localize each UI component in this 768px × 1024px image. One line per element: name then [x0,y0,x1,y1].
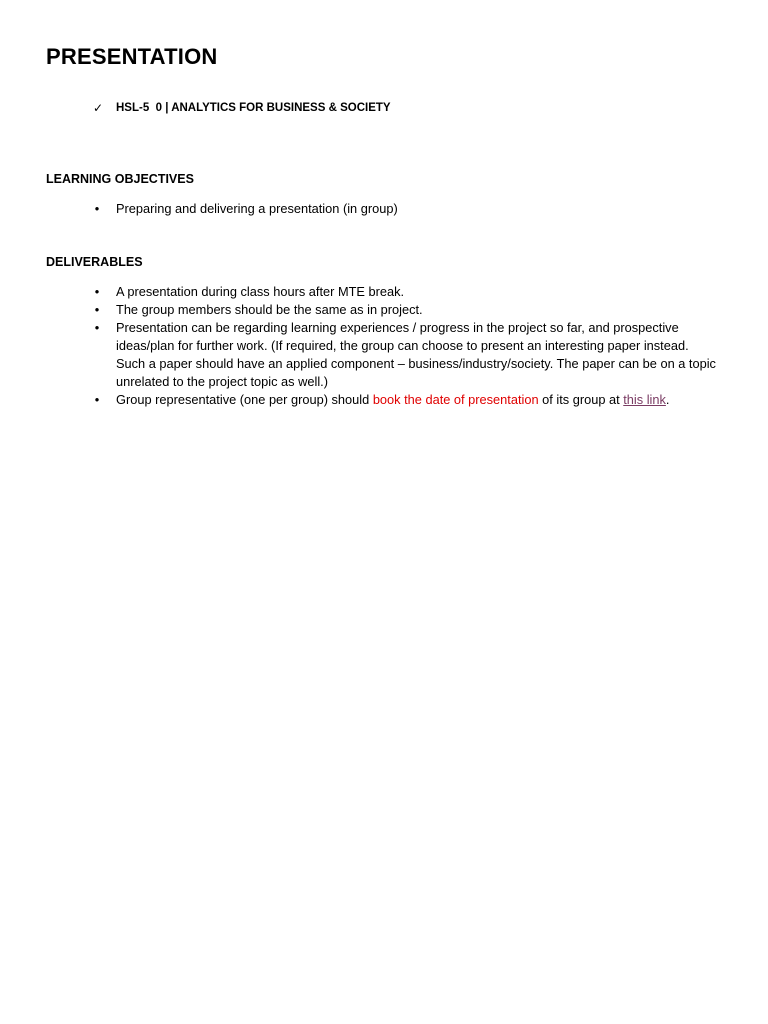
list-item-suffix: . [665,392,670,407]
list-item [92,200,717,218]
course-title: HSL-5 0 | ANALYTICS FOR BUSINESS & SOCIETY [116,102,391,114]
page-title: PRESENTATION [46,44,218,69]
bullet-icon: • [94,201,100,216]
list-item [92,301,717,319]
bullet-icon: • [94,284,100,299]
list-item-text: A presentation during class hours after MTE break. [116,284,405,299]
learning-objectives-heading: LEARNING OBJECTIVES [46,172,194,186]
list-item-text: Preparing and delivering a presentation (in group) [116,201,398,216]
list-item-text: The group members should be the same as in project. [116,302,423,317]
list-item-middle: of its group at [538,392,624,407]
bullet-icon: • [94,392,100,407]
bullet-icon: • [94,320,100,335]
list-item [92,319,717,391]
course-line [93,101,391,115]
learning-objectives-list [92,200,717,218]
list-item-text: Presentation can be regarding learning experiences / progress in the project so far, and prospective ideas/plan for further work. (If required, the group can choose to present an interesting paper instead. Such a paper should have an applied component – business/industry/society. The paper can be on a topic unrelated to the project topic as well.) [116,320,716,389]
deliverables-heading: DELIVERABLES [46,255,143,269]
check-icon: ✓ [93,101,104,115]
highlighted-instruction: book the date of presentation [372,392,539,407]
list-item [92,391,717,409]
list-item-prefix: Group representative (one per group) should [116,392,373,407]
list-item [92,283,717,301]
bullet-icon: • [94,302,100,317]
deliverables-list [92,283,717,409]
booking-link[interactable]: this link [623,392,666,407]
